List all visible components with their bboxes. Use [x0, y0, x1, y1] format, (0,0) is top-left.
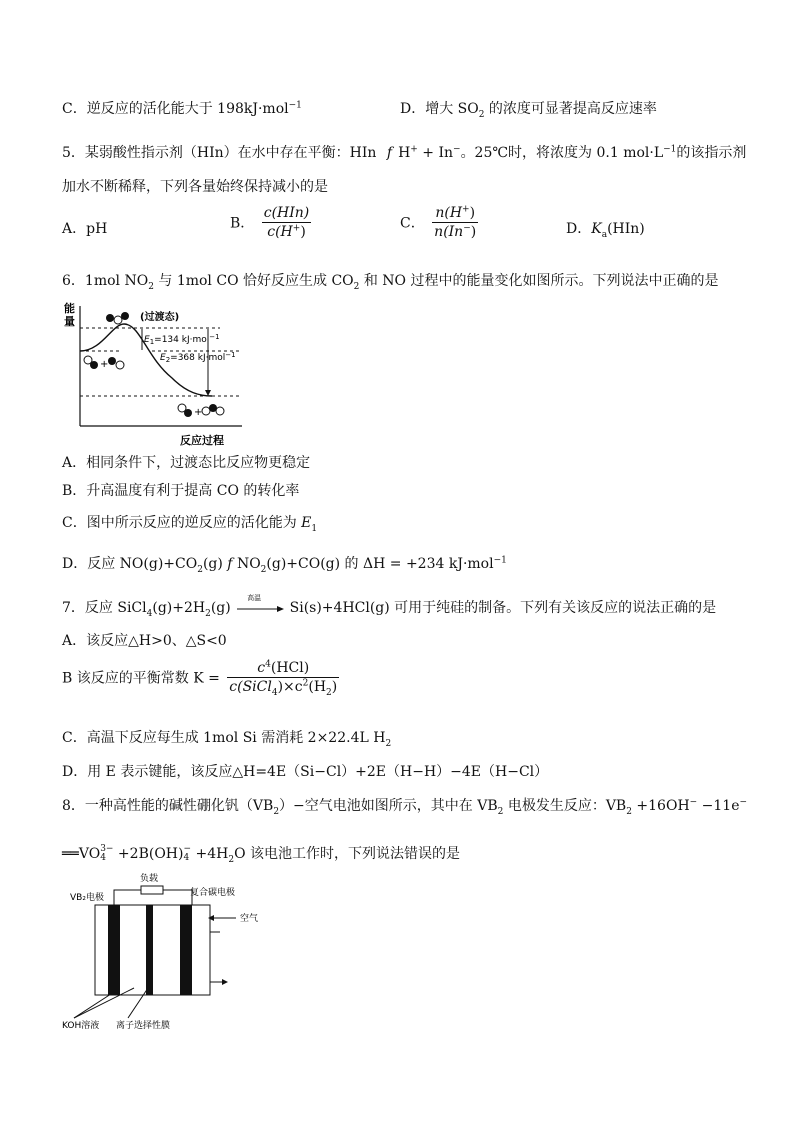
q7-option-b-den-s: 4 — [271, 687, 278, 698]
molecule-atom — [202, 407, 210, 415]
q5-option-b-den-post: ) — [300, 224, 306, 240]
left-electrode-label: VB₂电极 — [70, 893, 104, 903]
q4-option-c — [62, 98, 302, 118]
q5-stem-exp: −1 — [663, 144, 677, 155]
q4-option-c-exp: −1 — [288, 100, 302, 111]
q8-line2-d: O 该电池工作时，下列说法错误的是 — [234, 846, 460, 862]
q8-stem-s2: 2 — [497, 806, 504, 817]
q5-stem-2: 加水不断稀释，下列各量始终保持减小的是 — [62, 179, 328, 195]
q8-stem-c: 电极发生反应：VB — [503, 798, 627, 814]
membrane-label: 离子选择性膜 — [116, 1021, 171, 1031]
q8-line2-sub3: 2 — [228, 854, 235, 865]
q6-option-d-s1: 2 — [197, 564, 203, 575]
q5-stem-h: H — [398, 145, 411, 161]
q5-option-b-fraction — [262, 205, 312, 240]
molecule-atom — [216, 407, 224, 415]
q6-option-c-sub: 1 — [311, 523, 318, 534]
q8-line2-exp1: 3− — [100, 844, 114, 854]
q5-option-c-den: n(In — [434, 224, 464, 240]
q5-stem-i: 的该指示剂 — [676, 145, 747, 161]
molecule-atom — [106, 314, 114, 322]
q7-stem-s2: 2 — [205, 608, 211, 619]
q8-line2-exp2: − — [183, 844, 192, 854]
reaction-arrow-label: 高温 — [247, 594, 262, 602]
q4-option-d-text2: 的浓度可显著提高反应速率 — [484, 101, 657, 117]
q5-option-c-den-post: ) — [470, 224, 477, 240]
q7-option-d-text: D．用 E 表示键能，该反应△H=4E（Si−Cl）+2E（H−H）−4E（H−Cl） — [62, 764, 549, 780]
q5-option-a-text: A．pH — [62, 221, 108, 237]
q6-option-c — [62, 512, 317, 532]
q6-option-d-b: (g) — [202, 556, 223, 572]
q7-stem-c: (g) — [210, 600, 231, 616]
q7-option-b-den-b: )×c — [277, 679, 303, 695]
q6-stem-c: 和 NO 过程中的能量变化如图所示。下列说法中正确的是 — [359, 273, 719, 289]
molecule-atom — [90, 361, 98, 369]
q5-stem-a: 5．某弱酸性指示剂（HIn）在水中存在平衡：HIn — [62, 145, 377, 161]
load-label: 负载 — [140, 874, 159, 884]
q4-option-d-sub: 2 — [478, 109, 485, 120]
q5-option-b — [230, 205, 314, 240]
q6-option-c-text: C．图中所示反应的逆反应的活化能为 — [62, 515, 302, 531]
q6-option-d-s2: 2 — [260, 564, 267, 575]
molecule-atom — [184, 409, 192, 417]
diagram-y-label-2: 量 — [64, 315, 75, 328]
q6-option-a-text: A．相同条件下，过渡态比反应物更稳定 — [62, 455, 311, 471]
q6-stem-sub1: 2 — [148, 281, 154, 292]
q7-option-a-text: A．该反应△H>0、△S<0 — [62, 633, 227, 649]
q5-option-d-label: D． — [566, 221, 592, 237]
q7-option-b-num-exp: 4 — [265, 659, 271, 670]
q7-option-c-sub: 2 — [385, 738, 392, 749]
q6-stem-a: 6．1mol NO — [62, 273, 149, 289]
air-out-head — [222, 979, 228, 985]
e1-label: $E_1=134$ kJ·mol$^{-1}$ — [144, 333, 220, 346]
q8-line2-sub2: 4 — [183, 853, 190, 863]
q7-option-b-num-c: c — [257, 660, 266, 676]
wire-right — [163, 890, 192, 905]
q7-option-b-num-hcl: (HCl) — [270, 660, 310, 676]
q5-option-d-text: (HIn) — [607, 221, 645, 237]
q6-option-c-e: E — [301, 515, 312, 531]
plus-sign: + — [100, 359, 109, 370]
carbon-electrode — [180, 905, 192, 995]
q5-option-c-num: n(H — [435, 205, 463, 221]
q6-option-a — [62, 452, 310, 472]
q5-option-c — [400, 205, 481, 240]
q6-option-d-exp: −1 — [493, 555, 507, 566]
q6-option-b-text: B．升高温度有利于提高 CO 的转化率 — [62, 483, 300, 499]
q8-stem-d: +16OH — [631, 798, 690, 814]
q6-stem-b: 与 1mol CO 恰好反应生成 CO — [153, 273, 354, 289]
diagram-x-label: 反应过程 — [180, 434, 224, 447]
molecule-atom — [114, 316, 122, 324]
q5-stem-minus: − — [453, 144, 461, 155]
q7-option-b-text: B 该反应的平衡常数 K = — [62, 670, 220, 687]
plus-sign: + — [194, 407, 203, 418]
q5-option-b-num: c(HIn) — [263, 205, 310, 221]
ion-selective-membrane — [146, 905, 153, 995]
q7-option-b-den-a: c(SiCl — [229, 679, 272, 695]
q7-option-b-den-exp: 2 — [302, 678, 309, 689]
q5-option-c-den-sup: − — [463, 223, 471, 234]
koh-pointer-1 — [74, 992, 114, 1018]
q5-option-b-label: B． — [230, 215, 255, 232]
q8-stem-line1 — [62, 795, 747, 815]
q7-option-c-text: C．高温下反应每生成 1mol Si 需消耗 2×22.4L H — [62, 730, 386, 746]
q7-option-b-den-d: ) — [331, 679, 338, 695]
q4-option-c-text: C．逆反应的活化能大于 198 — [62, 101, 244, 117]
q8-line2-c: +4H — [191, 846, 229, 862]
molecule-atom — [121, 312, 129, 320]
q8-stem-s1: 2 — [273, 806, 280, 817]
q8-line2-a: ══VO — [62, 846, 101, 862]
q8-stem-e2: − — [739, 797, 748, 808]
reaction-arrow — [235, 594, 285, 615]
q5-option-b-den: c(H — [267, 224, 293, 240]
q5-option-d-k: K — [591, 221, 602, 237]
q5-option-c-num-sup: + — [462, 204, 470, 215]
q5-stem-in: + In — [417, 145, 454, 161]
q7-option-b-fraction — [227, 659, 339, 698]
q7-option-a — [62, 630, 227, 650]
q6-option-d-c: NO — [236, 556, 261, 572]
battery-diagram — [62, 870, 282, 1035]
q7-option-d — [62, 761, 548, 781]
q5-stem-f: f — [386, 145, 393, 161]
q7-stem-b: (g)+2H — [152, 600, 206, 616]
q6-stem-sub2: 2 — [353, 281, 360, 292]
q7-stem — [62, 594, 717, 619]
q6-option-d — [62, 553, 507, 573]
q5-stem-g: 。25℃时，将浓度为 0.1 mol·L — [460, 145, 664, 161]
q5-option-b-den-sup: + — [292, 223, 301, 234]
q5-option-d — [566, 218, 645, 238]
q5-option-d-sub: a — [601, 229, 608, 240]
q8-stem-s3: 2 — [626, 806, 632, 817]
q6-option-d-a: D．反应 NO(g)+CO — [62, 556, 198, 572]
diagram-y-label-1: 能 — [64, 302, 75, 315]
q6-option-d-d: (g)+CO(g) 的 ΔH = +234 kJ·mol — [266, 556, 494, 572]
q5-option-c-fraction — [432, 205, 478, 240]
q8-line2-b: +2B(OH) — [113, 846, 184, 862]
q5-option-a — [62, 218, 107, 238]
q8-stem-b: ）−空气电池如图所示，其中在 VB — [279, 798, 498, 814]
q8-line2-sub1: 4 — [100, 853, 106, 863]
q6-option-d-f: f — [222, 556, 237, 572]
q7-stem-a: 7．反应 SiCl — [62, 600, 147, 616]
q7-stem-d: Si(s)+4HCl(g) 可用于纯硅的制备。下列有关该反应的说法正确的是 — [289, 600, 717, 616]
vb2-electrode — [108, 905, 120, 995]
q5-option-c-num-post: ) — [469, 205, 476, 221]
q7-option-b-den-c: (H — [308, 679, 327, 695]
q7-option-b-den-s2: 2 — [326, 687, 332, 698]
koh-label: KOH溶液 — [62, 1021, 100, 1031]
wire-left — [114, 890, 141, 905]
q4-option-d-text: D．增大 SO — [400, 101, 479, 117]
energy-profile-diagram — [62, 298, 252, 448]
q5-stem-plus: + — [410, 144, 418, 155]
q8-stem-a: 8．一种高性能的碱性硼化钒（VB — [62, 798, 274, 814]
molecule-atom — [116, 361, 124, 369]
q8-stem-line2 — [62, 843, 460, 863]
air-label: 空气 — [240, 914, 259, 924]
molecule-atom — [108, 357, 116, 365]
e2-label: $E_2=368$ kJ·mol$^{-1}$ — [160, 351, 236, 364]
q5-option-c-label: C． — [400, 215, 425, 232]
load-resistor — [141, 886, 163, 894]
q4-option-d — [400, 98, 657, 118]
q6-option-b — [62, 480, 299, 500]
q8-stem-e1: − — [689, 797, 698, 808]
q7-option-b — [62, 659, 342, 698]
q4-option-c-unit: kJ·mol — [243, 101, 289, 117]
q6-stem — [62, 270, 718, 290]
q5-stem-line1 — [62, 142, 746, 162]
q8-stem-e: −11e — [697, 798, 740, 814]
right-electrode-label: 复合碳电极 — [190, 888, 236, 898]
q5-stem-line2 — [62, 176, 328, 196]
q7-stem-s1: 4 — [146, 608, 153, 619]
transition-state-label: (过渡态) — [140, 312, 180, 323]
q7-option-c — [62, 727, 391, 747]
